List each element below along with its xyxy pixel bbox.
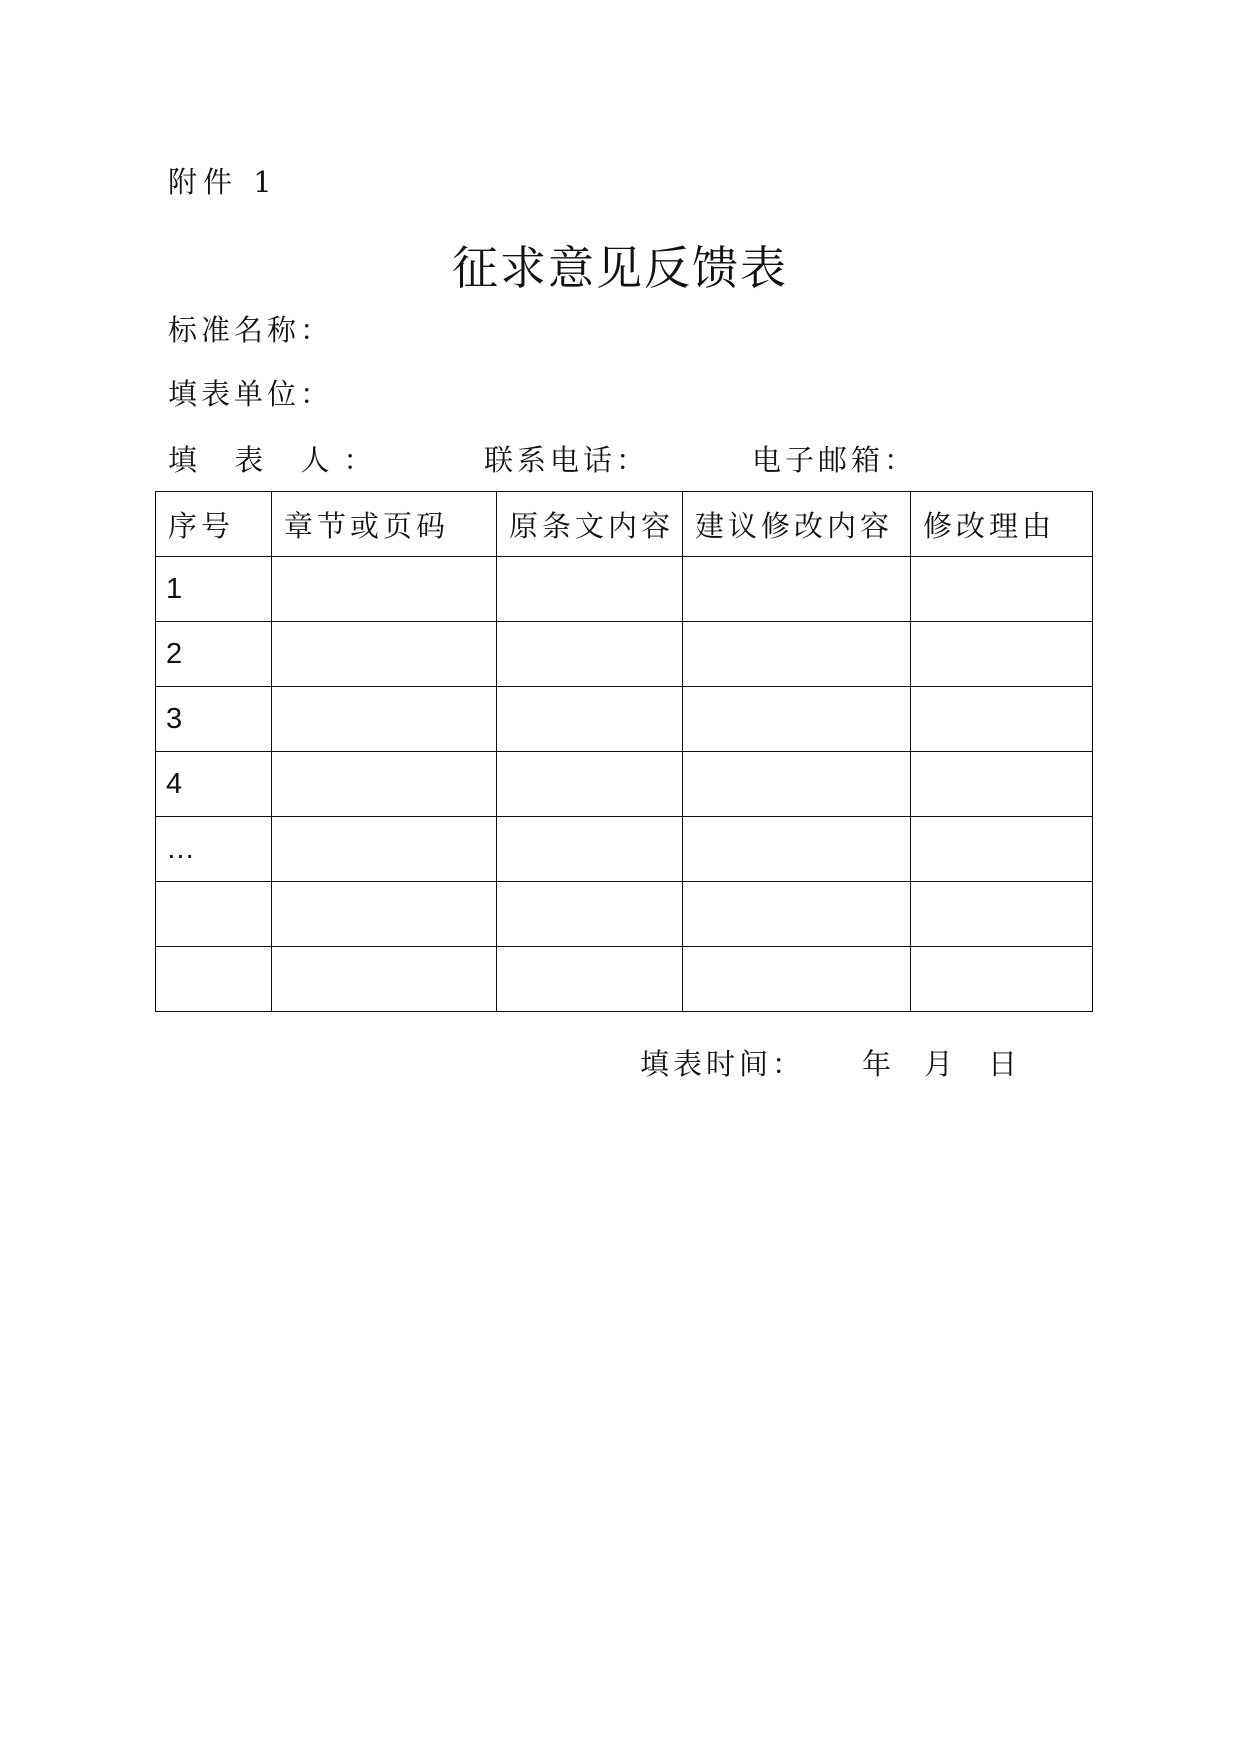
table-row [156, 752, 1093, 817]
fill-time-label: 填表时间： [640, 1047, 806, 1081]
table-cell[interactable] [683, 817, 911, 882]
email-label: 电子邮箱： [752, 443, 918, 477]
table-cell[interactable] [683, 557, 911, 622]
table-row [156, 947, 1093, 1012]
table-cell[interactable]: 3 [156, 687, 272, 752]
column-header-seq: 序号 [156, 492, 272, 557]
table-cell[interactable] [683, 882, 911, 947]
table-row [156, 557, 1093, 622]
table-cell[interactable] [272, 557, 497, 622]
table-cell[interactable] [497, 817, 683, 882]
table-cell[interactable] [683, 687, 911, 752]
table-row [156, 817, 1093, 882]
table-row [156, 622, 1093, 687]
table-cell[interactable]: 4 [156, 752, 272, 817]
filling-unit-label: 填表单位： [168, 377, 334, 411]
table-cell[interactable]: … [156, 817, 272, 882]
table-row [156, 882, 1093, 947]
table-cell[interactable] [272, 622, 497, 687]
column-header-reason: 修改理由 [911, 492, 1093, 557]
column-header-original: 原条文内容 [497, 492, 683, 557]
table-cell[interactable] [497, 752, 683, 817]
table-cell[interactable] [272, 752, 497, 817]
table-cell[interactable] [911, 687, 1093, 752]
table-cell[interactable] [497, 947, 683, 1012]
table-cell[interactable] [683, 947, 911, 1012]
standard-name-label: 标准名称： [168, 313, 334, 347]
table-cell[interactable] [683, 752, 911, 817]
table-cell[interactable] [497, 687, 683, 752]
table-cell[interactable]: 1 [156, 557, 272, 622]
table-header-row [156, 492, 1093, 557]
filler-label: 填 表 人： [168, 443, 387, 477]
table-cell[interactable] [272, 687, 497, 752]
table-cell[interactable] [272, 817, 497, 882]
table-cell[interactable] [156, 947, 272, 1012]
column-header-suggestion: 建议修改内容 [683, 492, 911, 557]
table-cell[interactable] [156, 882, 272, 947]
table-cell[interactable] [497, 882, 683, 947]
table-cell[interactable] [911, 622, 1093, 687]
table-cell[interactable] [911, 947, 1093, 1012]
day-label: 日 [988, 1047, 1022, 1081]
table-cell[interactable] [497, 622, 683, 687]
phone-label: 联系电话： [484, 443, 650, 477]
table-cell[interactable] [911, 557, 1093, 622]
year-label: 年 [862, 1047, 896, 1081]
month-label: 月 [924, 1047, 958, 1081]
feedback-table [155, 491, 1093, 1012]
table-cell[interactable] [911, 752, 1093, 817]
column-header-section: 章节或页码 [272, 492, 497, 557]
table-cell[interactable]: 2 [156, 622, 272, 687]
table-cell[interactable] [911, 817, 1093, 882]
annex-label: 附件 1 [168, 165, 278, 199]
table-cell[interactable] [497, 557, 683, 622]
table-cell[interactable] [272, 947, 497, 1012]
table-cell[interactable] [683, 622, 911, 687]
table-row [156, 687, 1093, 752]
table-cell[interactable] [911, 882, 1093, 947]
page-title: 征求意见反馈表 [452, 241, 788, 295]
table-cell[interactable] [272, 882, 497, 947]
